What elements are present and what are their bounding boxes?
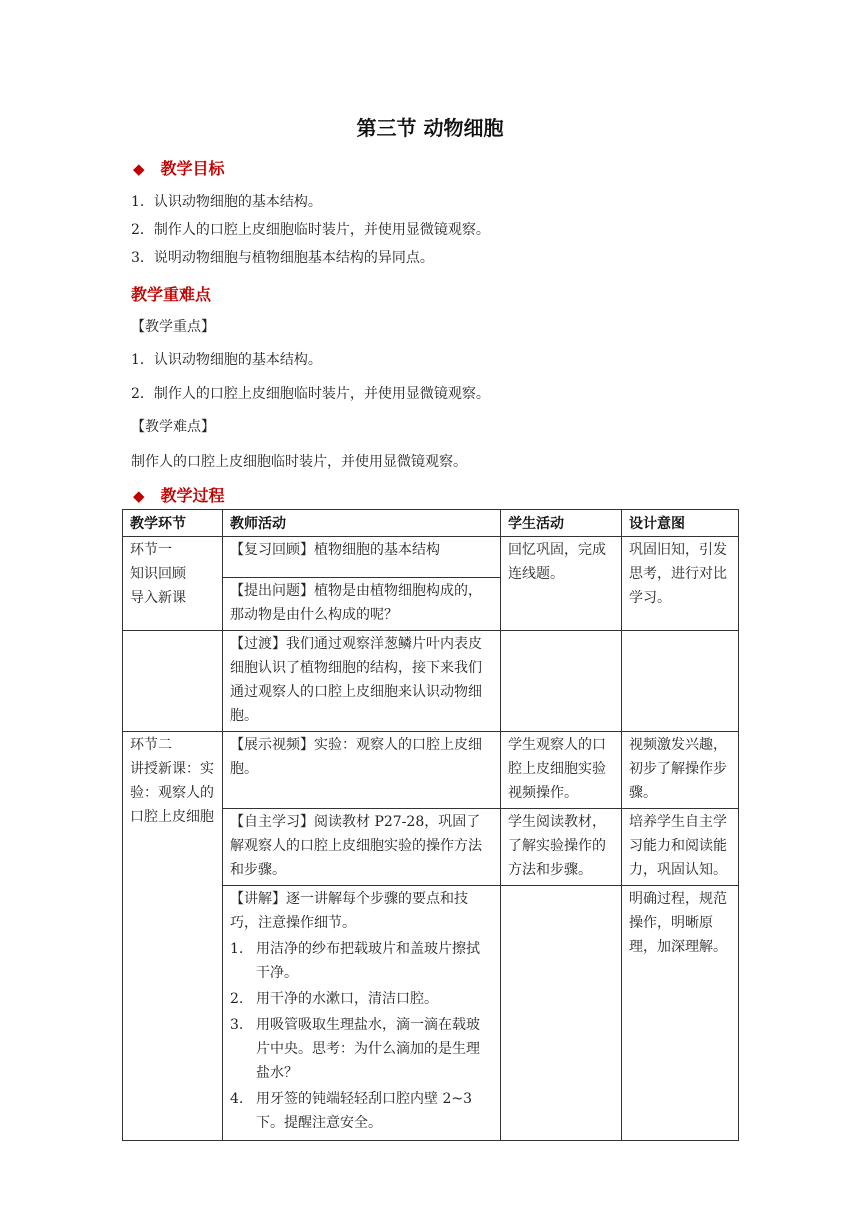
stage-cell: 环节二 讲授新课：实验：观察人的口腔上皮细胞: [123, 732, 223, 1141]
objective-item: 3．说明动物细胞与植物细胞基本结构的异同点。: [131, 250, 434, 266]
key-points-heading: 教学重难点: [131, 285, 212, 304]
list-item: [230, 1013, 493, 1085]
process-table: [122, 509, 739, 1141]
step-text: 用牙签的钝端轻轻刮口腔内壁 2~3 下。提醒注意安全。: [256, 1091, 472, 1131]
focus-item: 1．认识动物细胞的基本结构。: [131, 352, 322, 368]
step-text: 用洁净的纱布把载玻片和盖玻片擦拭干净。: [256, 941, 480, 981]
step-text: 用干净的水漱口，清洁口腔。: [256, 991, 438, 1007]
stage-cell: 环节一 知识回顾 导入新课: [123, 537, 223, 631]
focus-label: 【教学重点】: [131, 319, 215, 335]
objectives-heading: [133, 156, 225, 179]
objective-item: 1．认识动物细胞的基本结构。: [131, 194, 322, 210]
table-header: 教学环节: [123, 510, 223, 537]
difficulty-label: 【教学难点】: [131, 419, 215, 435]
table-header: 教师活动: [223, 510, 501, 537]
step-number: 2.: [230, 991, 244, 1007]
design-intent-cell: 视频激发兴趣，初步了解操作步骤。: [622, 732, 739, 809]
teacher-activity-cell: 【提出问题】植物是由植物细胞构成的，那动物是由什么构成的呢？: [223, 578, 501, 631]
objective-item: 2．制作人的口腔上皮细胞临时装片，并使用显微镜观察。: [131, 222, 490, 238]
difficulty-text: 制作人的口腔上皮细胞临时装片，并使用显微镜观察。: [131, 454, 467, 470]
objectives-heading-text: 教学目标: [160, 159, 225, 178]
table-header-row: [123, 510, 739, 537]
step-number: 3.: [230, 1017, 244, 1033]
design-intent-cell: 培养学生自主学习能力和阅读能力，巩固认知。: [622, 809, 739, 886]
step-number: 4.: [230, 1091, 244, 1107]
step-text: 用吸管吸取生理盐水，滴一滴在载玻片中央。思考：为什么滴加的是生理盐水？: [256, 1017, 480, 1081]
design-intent-cell: 明确过程，规范操作，明晰原理，加深理解。: [622, 886, 739, 1141]
focus-item: 2．制作人的口腔上皮细胞临时装片，并使用显微镜观察。: [131, 386, 490, 402]
teacher-activity-cell: 【复习回顾】植物细胞的基本结构: [223, 537, 501, 578]
table-header: 学生活动: [501, 510, 622, 537]
teacher-activity-cell: [223, 886, 501, 1141]
student-activity-cell: 学生观察人的口腔上皮细胞实验视频操作。: [501, 732, 622, 809]
list-item: [230, 1087, 493, 1135]
stage-cell: [123, 631, 223, 732]
diamond-bullet-icon: ◆: [133, 487, 145, 505]
student-activity-cell: 回忆巩固，完成连线题。: [501, 537, 622, 631]
page-title: 第三节 动物细胞: [356, 116, 504, 140]
design-intent-cell: 巩固旧知，引发思考，进行对比学习。: [622, 537, 739, 631]
table-row: [123, 732, 739, 809]
student-activity-cell: [501, 631, 622, 732]
explain-intro: 【讲解】逐一讲解每个步骤的要点和技巧，注意操作细节。: [230, 891, 468, 931]
table-row: [123, 537, 739, 578]
teacher-activity-cell: 【过渡】我们通过观察洋葱鳞片叶内表皮细胞认识了植物细胞的结构，接下来我们通过观察人的口腔上皮细胞来认识动物细胞。: [223, 631, 501, 732]
student-activity-cell: [501, 886, 622, 1141]
list-item: [230, 987, 493, 1011]
student-activity-cell: 学生阅读教材，了解实验操作的方法和步骤。: [501, 809, 622, 886]
process-heading-text: 教学过程: [160, 486, 225, 505]
step-list: [230, 937, 493, 1135]
table-header: 设计意图: [622, 510, 739, 537]
teacher-activity-cell: 【展示视频】实验：观察人的口腔上皮细胞。: [223, 732, 501, 809]
diamond-bullet-icon: ◆: [133, 160, 145, 178]
list-item: [230, 937, 493, 985]
design-intent-cell: [622, 631, 739, 732]
step-number: 1.: [230, 941, 244, 957]
table-row: [123, 631, 739, 732]
process-heading: [133, 483, 225, 506]
teacher-activity-cell: 【自主学习】阅读教材 P27-28，巩固了解观察人的口腔上皮细胞实验的操作方法和步骤。: [223, 809, 501, 886]
